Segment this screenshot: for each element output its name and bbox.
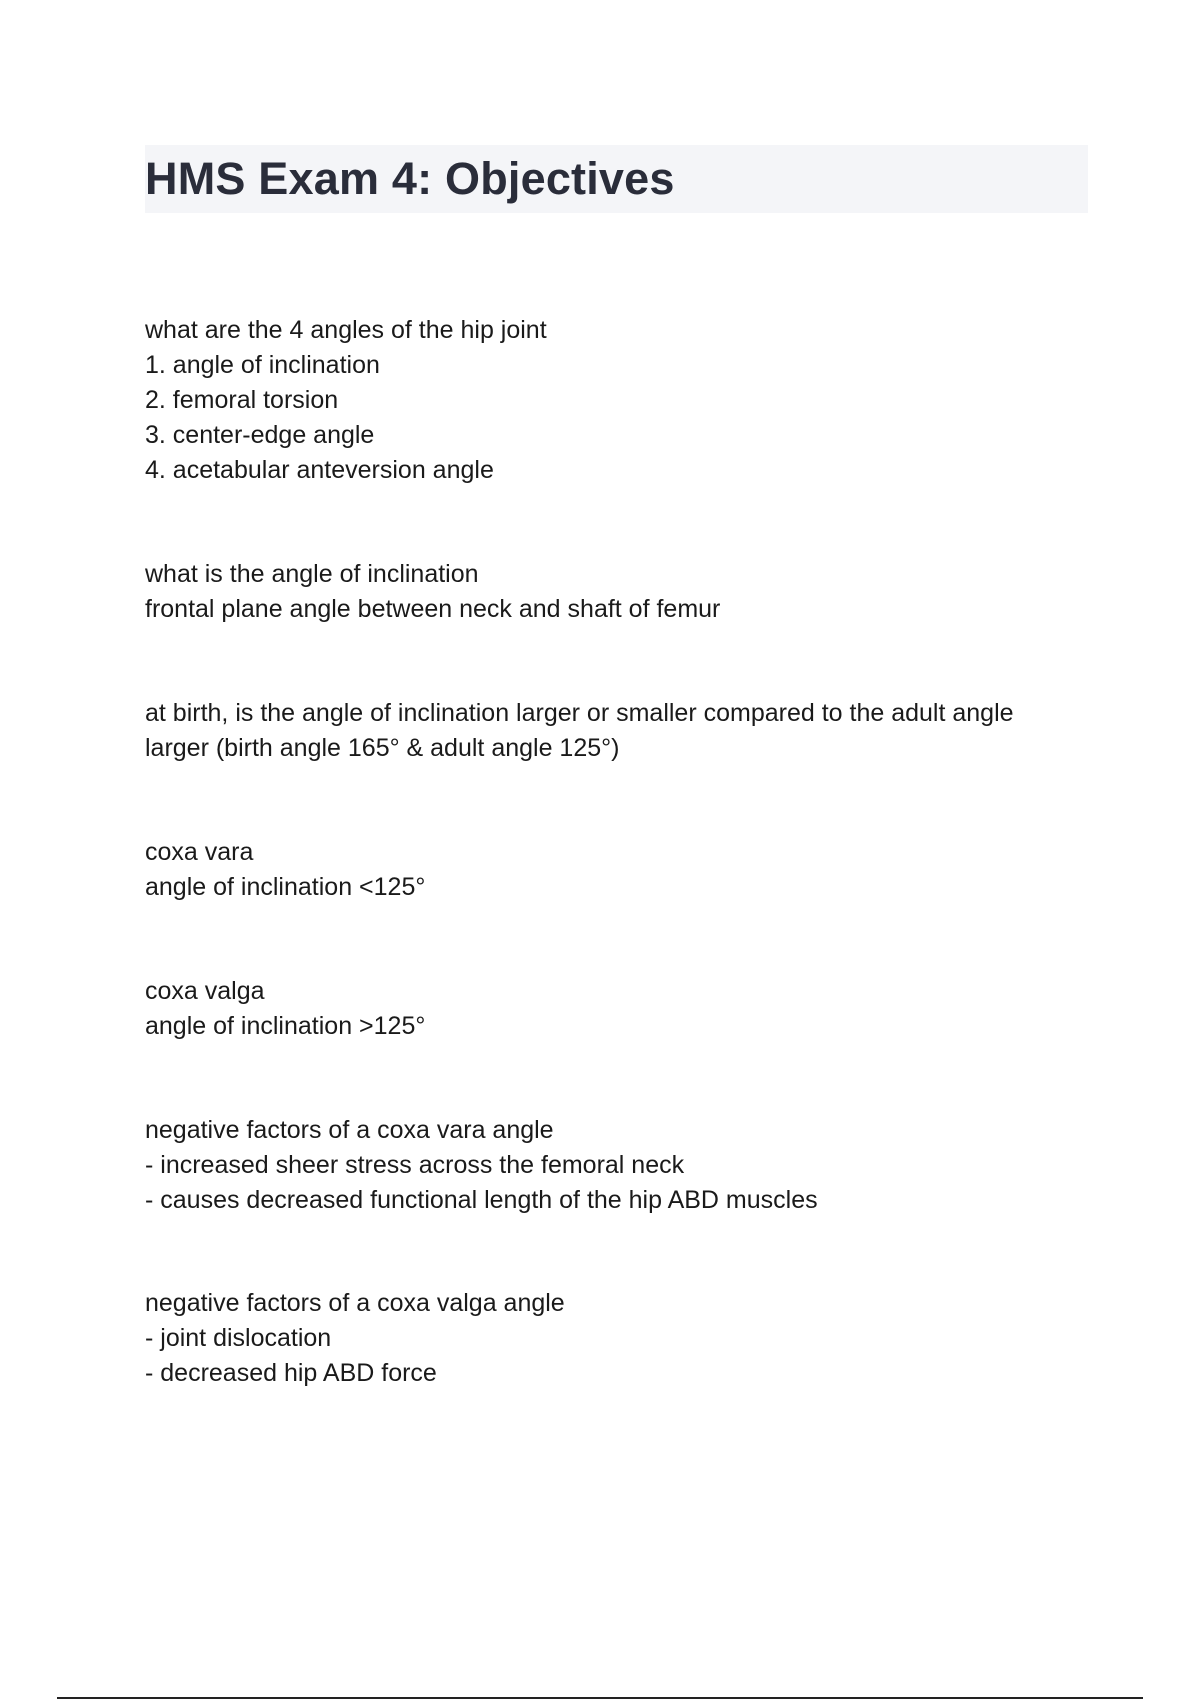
card-question: at birth, is the angle of inclination larger or smaller compared to the adult angle [145, 699, 1014, 727]
card-answer-line: 3. center-edge angle [145, 421, 375, 449]
flashcard-coxa-vara-negatives [145, 1113, 1105, 1218]
flashcard-hip-angles [145, 313, 1105, 488]
card-question: negative factors of a coxa vara angle [145, 1116, 554, 1144]
card-answer-line: - joint dislocation [145, 1324, 332, 1352]
title-banner [145, 145, 1088, 213]
card-question: negative factors of a coxa valga angle [145, 1289, 565, 1317]
flashcard-coxa-vara [145, 835, 1105, 905]
card-answer-line: angle of inclination >125° [145, 1012, 426, 1040]
footer-divider [57, 1697, 1143, 1699]
card-answer-line: angle of inclination <125° [145, 873, 426, 901]
card-answer-line: 4. acetabular anteversion angle [145, 456, 494, 484]
flashcard-birth-angle [145, 696, 1105, 766]
flashcard-angle-of-inclination [145, 557, 1105, 627]
flashcard-coxa-valga-negatives [145, 1286, 1105, 1391]
page-title: HMS Exam 4: Objectives [145, 153, 675, 204]
card-question: what are the 4 angles of the hip joint [145, 316, 547, 344]
card-answer-line: - increased sheer stress across the femoral neck [145, 1151, 685, 1179]
card-answer-line: frontal plane angle between neck and shaft of femur [145, 595, 721, 623]
card-question: what is the angle of inclination [145, 560, 479, 588]
card-answer-line: 1. angle of inclination [145, 351, 380, 379]
card-answer-line: - decreased hip ABD force [145, 1359, 437, 1387]
flashcard-coxa-valga [145, 974, 1105, 1044]
card-question: coxa valga [145, 977, 265, 1005]
card-question: coxa vara [145, 838, 254, 866]
card-answer-line: larger (birth angle 165° & adult angle 125°) [145, 734, 620, 762]
card-answer-line: - causes decreased functional length of the hip ABD muscles [145, 1186, 818, 1214]
card-answer-line: 2. femoral torsion [145, 386, 339, 414]
